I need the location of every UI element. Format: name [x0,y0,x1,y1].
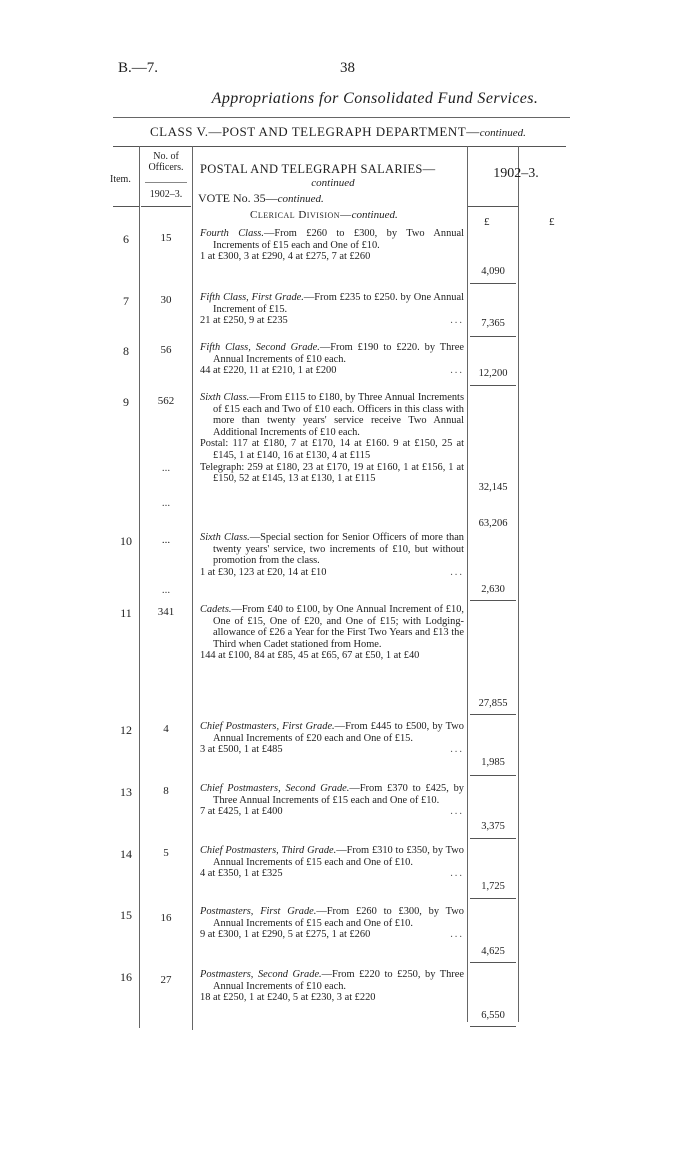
salary-entry [200,342,464,377]
officer-count: 16 [160,912,172,924]
officer-count: 8 [163,785,169,797]
leader-dots: ... [450,868,464,880]
officer-dots: ... [161,462,171,474]
class-terms: —From £260 to £300, by Two Annual Increments of £15 each and One of £10. [213,228,464,251]
amount-rule [470,775,516,776]
class-heading [150,124,526,140]
salary-entry [200,845,464,880]
item-column-header: Item. [110,174,131,185]
officer-count: ... [161,534,171,546]
officer-breakdown: 144 at £100, 84 at £85, 45 at £65, 67 at £50, 1 at £40 [200,650,420,662]
class-name: Chief Postmasters, Third Grade. [200,845,337,856]
telegraph-breakdown: Telegraph: 259 at £180, 23 at £170, 19 at £160, 1 at £156, 1 at £150, 52 at £145, 13 at £130, 1 at £115 [200,461,464,485]
class-terms: —From £370 to £425, by Three Annual Increments of £15 each and One of £10. [213,783,464,806]
year-column-header: 1902–3. [493,166,539,181]
item-number: 14 [120,847,132,861]
class-terms: —From £220 to £250, by Three Annual Increments of £10 each. [213,969,464,992]
salary-entry [200,721,464,756]
salary-entry [200,532,464,578]
item-number: 6 [123,232,129,246]
currency-symbol-total: £ [549,216,555,228]
division-heading [250,209,398,221]
amount: 2,630 [481,584,505,595]
item-number: 16 [120,970,132,984]
salary-entry [200,604,464,662]
page-title: Appropriations for Consolidated Fund Services. [211,90,539,107]
officer-breakdown: 21 at £250, 9 at £235 [200,315,288,327]
officer-breakdown: 7 at £425, 1 at £400 [200,806,283,818]
class-terms: —Special section for Senior Officers of more than twenty years' service, two increments of £10, but without promotion from the class. [213,532,465,567]
officer-breakdown: 44 at £220, 11 at £210, 1 at £200 [200,365,337,377]
class-terms: —From £260 to £300, by Two Annual Increments of £15 each and One of £10. [213,906,464,929]
officer-count: 56 [160,344,172,356]
officer-dots: ... [161,584,171,596]
officers-column-rule [192,146,193,1030]
salary-entry [200,906,464,941]
class-name: Chief Postmasters, First Grade. [200,721,335,732]
salary-entry [200,969,464,1004]
officer-breakdown: 1 at £30, 123 at £20, 14 at £10 [200,566,327,578]
class-terms: —From £115 to £180, by Three Annual Increments of £15 each and Two of £10 each. Officers in this class with more than twenty years' service receive Two Annual Additional Increments of £10 each. [213,392,464,438]
amount-rule [470,1026,516,1027]
officer-dots: ... [161,497,171,509]
report-reference: B.—7. [118,60,159,76]
amount: 27,855 [478,698,508,709]
class-name: Fifth Class, First Grade. [200,292,304,303]
class-terms: —From £40 to £100, by One Annual Increment of £10, One of £15, One of £20, and One of £15; with Lodging-allowance of £26 a Year for the First Two Years and £13 the Third when Cadet stationed from Home. [213,604,464,650]
class-terms: —From £190 to £220. by Three Annual Increments of £10 each. [213,342,464,365]
class-terms: —From £445 to £500, by Two Annual Increments of £20 each and One of £15. [213,721,464,744]
class-terms: —From £310 to £350, by Two Annual Increments of £15 each and One of £10. [213,845,464,868]
vote-number-continued: continued. [277,193,324,205]
salary-entry [200,783,464,818]
class-name: Sixth Class. [200,532,250,543]
officer-count: 562 [157,395,175,407]
item-number: 11 [120,606,132,620]
amount: 1,725 [481,881,505,892]
class-heading-continued: continued. [479,127,526,139]
officers-column-header: No. of Officers. [148,151,184,173]
division-heading-label: Clerical Division— [250,209,352,221]
postal-breakdown: Postal: 117 at £180, 7 at £170, 14 at £160. 9 at £150, 25 at £145, 1 at £140, 16 at £130, 4 at £115 [200,438,464,461]
class-name: Chief Postmasters, Second Grade. [200,783,350,794]
item-head-rule [113,206,139,207]
year-head-rule [468,206,518,207]
class-name: Fifth Class, Second Grade. [200,342,320,353]
salary-entry [200,392,464,485]
amount-rule [470,838,516,839]
table-top-rule [113,146,566,147]
item-number: 15 [120,908,132,922]
vote-heading-continued: continued [311,177,355,189]
item-number: 10 [120,534,132,548]
amount: 4,090 [481,266,505,277]
amount: 1,985 [481,757,505,768]
officer-count: 5 [163,847,169,859]
amount-rule [470,283,516,284]
total-column-rule [518,146,519,1022]
officer-count: 4 [163,723,169,735]
class-name: Postmasters, Second Grade. [200,969,322,980]
item-number: 8 [123,344,129,358]
officer-count: 30 [160,294,172,306]
amount-rule [470,898,516,899]
item-number: 7 [123,294,129,308]
class-terms: —From £235 to £250. by One Annual Increment of £15. [213,292,464,315]
leader-dots: ... [450,744,464,756]
currency-symbol-amount: £ [484,216,490,228]
officer-count: 15 [160,232,172,244]
salary-entry [200,228,464,263]
officer-breakdown: 4 at £350, 1 at £325 [200,868,283,880]
vote-number-label: VOTE No. 35— [198,191,278,205]
amount: 7,365 [481,318,505,329]
officer-breakdown: 18 at £250, 1 at £240, 5 at £230, 3 at £220 [200,992,376,1004]
salary-entry [200,292,464,327]
officer-breakdown: 9 at £300, 1 at £290, 5 at £275, 1 at £260 [200,929,371,941]
amount-rule [470,336,516,337]
item-number: 9 [123,395,129,409]
amount: 4,625 [481,946,505,957]
officers-head-rule [141,206,191,207]
amount-postal: 32,145 [478,482,508,493]
officer-count: 27 [160,974,172,986]
leader-dots: ... [450,566,464,578]
class-heading-main: CLASS V.—POST AND TELEGRAPH DEPARTMENT— [150,124,480,139]
item-number: 12 [120,723,132,737]
vote-number [198,191,324,206]
amount: 12,200 [478,368,508,379]
vote-heading [200,162,466,189]
division-heading-continued: continued. [351,209,398,221]
amount-rule [470,962,516,963]
amount-rule [470,600,516,601]
leader-dots: ... [450,365,464,377]
officers-year-header: 1902–3. [149,189,183,200]
officer-count: 341 [157,606,175,618]
vote-heading-title: POSTAL AND TELEGRAPH SALARIES— [200,162,436,176]
amount-telegraph: 63,206 [478,518,508,529]
header-rule [113,117,570,118]
leader-dots: ... [450,929,464,941]
officer-breakdown: 3 at £500, 1 at £485 [200,744,283,756]
class-name: Postmasters, First Grade. [200,906,317,917]
page-number: 38 [340,60,355,76]
amount-rule [470,714,516,715]
class-name: Cadets. [200,604,232,615]
amount: 6,550 [481,1010,505,1021]
item-number: 13 [120,785,132,799]
officers-year-rule [145,182,187,183]
amount: 3,375 [481,821,505,832]
officer-breakdown: 1 at £300, 3 at £290, 4 at £275, 7 at £260 [200,251,371,263]
leader-dots: ... [450,806,464,818]
class-name: Fourth Class. [200,228,264,239]
class-name: Sixth Class. [200,392,250,403]
amount-rule [470,385,516,386]
leader-dots: ... [450,315,464,327]
